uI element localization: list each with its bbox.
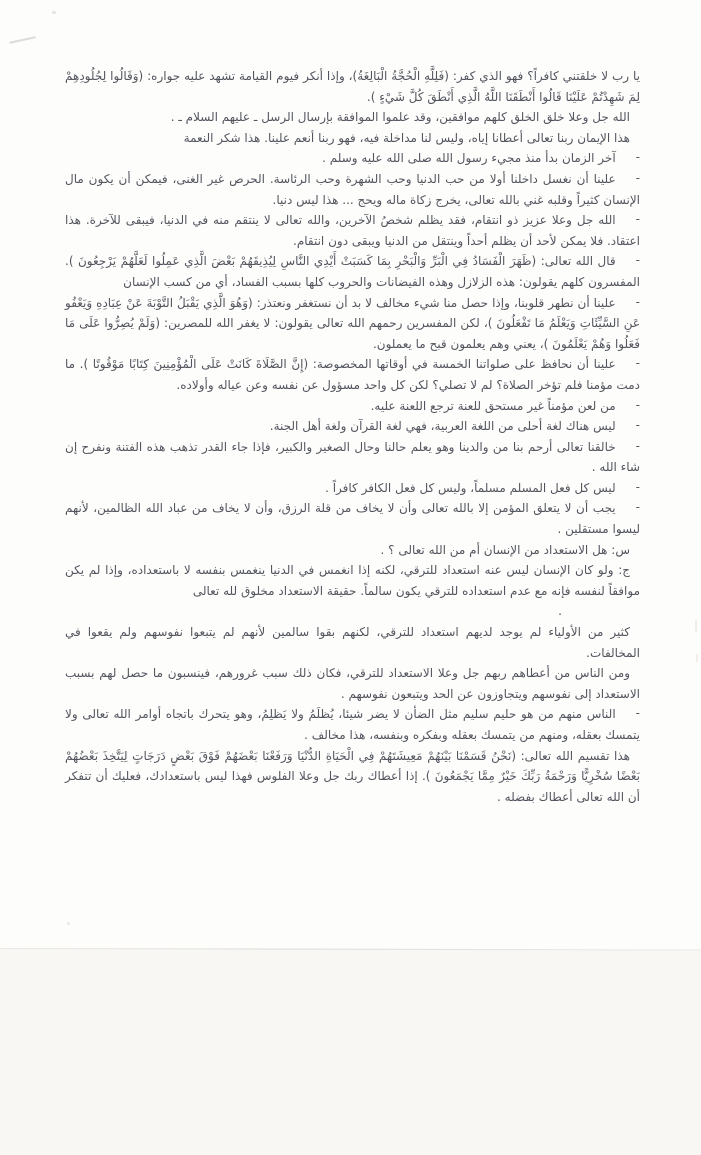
paragraph-text: هذا الإيمان ربنا تعالى أعطانا إياه، وليس لنا مداخلة فيه، فهو ربنا أنعم علينا. هذا شكر النعمة — [183, 130, 630, 145]
bullet-dash-icon: - — [635, 150, 640, 165]
paragraph-text: الناس منهم من هو حليم سليم مثل الضأن لا يضر شيئا، يُظلَمُ ولا يَظلِمُ، وهو يتحرك باتجاه أوامر الله تعالى ولا يتمسك بعقله، ومنهم من يتمسك بعقله وبفكره وبنفسه، هذا مخالف . — [65, 707, 640, 742]
paragraph — [65, 437, 640, 478]
bullet-dash-icon: - — [635, 356, 640, 371]
scan-edge-artifact — [695, 620, 697, 632]
paragraph-text: خالقنا تعالى أرحم بنا من والدينا وهو يعلم حالنا وحال الصغير والكبير، فإذا جاء القدر تذهب هذه الفتنة ونفرح إن شاء الله . — [65, 439, 640, 475]
bullet-dash-icon: - — [635, 170, 640, 185]
paragraph-text: آخر الزمان بدأ منذ مجيء رسول الله صلى الله عليه وسلم . — [322, 151, 616, 166]
paragraph — [65, 396, 640, 417]
bullet-dash-icon: - — [635, 418, 640, 433]
paragraph — [65, 663, 640, 704]
paragraph-text: قال الله تعالى: (ظَهَرَ الْفَسَادُ فِي الْبَرِّ وَالْبَحْرِ بِمَا كَسَبَتْ أَيْدِي النَّاسِ لِيُذِيقَهُمْ بَعْضَ الَّذِي عَمِلُوا لَعَلَّهُمْ يَرْجِعُونَ ). المفسرون كلهم يقولون: هذه الزلازل وهذه الفيضانات والحروب كلها بسبب الفساد، أي من كسب الإنسان — [65, 254, 640, 289]
paragraph-text: علينا أن نغسل داخلنا أولا من حب الدنيا وحب الشهرة وحب الرئاسة. الحرص غير الغنى، فيمكن أن يكون مال الإنسان كثيراً وقلبه غني بالله تعالى، يخرج زكاة ماله ويحج ... هذا ليس دنيا. — [65, 171, 640, 207]
paragraph-text: ليس كل فعل المسلم مسلماً، وليس كل فعل الكافر كافراً . — [325, 480, 616, 495]
paragraph — [65, 746, 640, 808]
paragraph — [65, 540, 640, 561]
paragraph — [65, 251, 640, 292]
paragraph-text: ليس هناك لغة أحلى من اللغة العربية، فهي لغة القرآن ولغة أهل الجنة. — [269, 419, 616, 434]
bullet-dash-icon: - — [635, 212, 640, 227]
paragraph — [65, 622, 640, 663]
paragraph-text: علينا أن نطهر قلوبنا، وإذا حصل منا شيء مخالف لا بد أن نستغفر ونعتذر: (وَهُوَ الَّذِي يَقْبَلُ التَّوْبَةَ عَنْ عِبَادِهِ وَيَعْفُو عَنِ السَّيِّئَاتِ وَيَعْلَمُ مَا تَفْعَلُونَ )، لكن المفسرين رحمهم الله تعالى يقولون: لا يغفر الله للمصرين: (وَلَمْ يُصِرُّوا عَلَى مَا فَعَلُوا وَهُمْ يَعْلَمُونَ )، يعني وهم يعلمون قبح ما يعملون. — [65, 295, 640, 351]
paragraph-text: ومن الناس من أعطاهم ربهم جل وعلا الاستعداد للترقي، فكان ذلك سبب غرورهم، فينسبون ما حصل لهم بسبب الاستعداد إلى نفوسهم ويتجاوزون عن الحد ويتبعون نفوسهم . — [65, 666, 640, 701]
paragraph-text: هذا تقسيم الله تعالى: (نَحْنُ قَسَمْنَا بَيْنَهُمْ مَعِيشَتَهُمْ فِي الْحَيَاةِ الدُّنْيَا وَرَفَعْنَا بَعْضَهُمْ فَوْقَ بَعْضٍ دَرَجَاتٍ لِيَتَّخِذَ بَعْضُهُمْ بَعْضًا سُخْرِيًّا وَرَحْمَةُ رَبِّكَ خَيْرٌ مِمَّا يَجْمَعُونَ ). إذا أعطاك ربك جل وعلا الفلوس فهذا ليس باستعدادك، فعليك أن تتفكر أن الله تعالى أعطاك بفضله . — [65, 748, 640, 804]
bullet-dash-icon: - — [635, 500, 640, 515]
paragraph — [65, 293, 640, 355]
paragraph-text: الله جل وعلا عزيز ذو انتقام، فقد يظلم شخصُ الآخرين، والله تعالى لا ينتقم منه في الدنيا، فيبقى للآخرة. هذا اعتقاد. فلا يمكن لأحد أن يظلم أحداً وينتقل من الدنيا ويبقى دون انتقام. — [65, 213, 640, 248]
bullet-dash-icon: - — [635, 706, 640, 721]
paragraph — [65, 128, 640, 149]
paragraph-text: يا رب لا خلقتني كافراً؟ فهو الذي كفر: (فَلِلَّهِ الْحُجَّةُ الْبَالِغَةُ)، وإذا أنكر فيوم القيامة تشهد عليه جواره: (وَقَالُوا لِجُلُودِهِمْ لِمَ شَهِدْتُمْ عَلَيْنَا قَالُوا أَنْطَقَنَا اللَّهُ الَّذِي أَنْطَقَ كُلَّ شَيْءٍ ). — [65, 69, 640, 104]
bullet-dash-icon: - — [635, 294, 640, 309]
paragraph — [65, 478, 640, 499]
paragraph — [65, 210, 640, 251]
paragraph-text: ج: ولو كان الإنسان ليس عنه استعداد للترقي، لكنه إذا انغمس في الدنيا ينغمس بنفسه لا باستعداده، وإذا لم يكن موافقاً لنفسه فإنه مع عدم استعداده للترقي يكون سالماً. حقيقة الاستعداد مخلوق لله تعالى — [65, 563, 640, 598]
paragraph-text: علينا أن نحافظ على صلواتنا الخمسة في أوقاتها المخصوصة: (إِنَّ الصَّلَاةَ كَانَتْ عَلَى الْمُؤْمِنِينَ كِتَابًا مَوْقُوتًا ). ما دمت مؤمنا فلم تؤخر الصلاة؟ لم لا تصلي؟ لكن كل واحد مسؤول عن نفسه وعن عياله وأولاده. — [65, 357, 640, 392]
paragraph — [65, 354, 640, 395]
paragraph-text: الله جل وعلا خلق الخلق كلهم موافقين، وقد علموا الموافقة بإرسال الرسل ـ عليهم السلام ـ . — [170, 110, 630, 125]
bullet-dash-icon: - — [635, 438, 640, 453]
scan-speck — [67, 922, 70, 925]
bullet-dash-icon: - — [635, 397, 640, 412]
pencil-speck — [52, 11, 56, 14]
paragraph-text: يجب أن لا يتعلق المؤمن إلا بالله تعالى وأن لا يخاف من قلة الرزق، وأن لا يخاف من عباد الله الظالمين، لأنهم ليسوا مستقلين . — [65, 501, 640, 537]
paragraph-text: كثير من الأولياء لم يوجد لديهم استعداد للترقي، لكنهم بقوا سالمين لأنهم لم يتبعوا نفوسهم ولم يقعوا في المخالفات. — [65, 625, 640, 660]
paragraph — [65, 148, 640, 169]
scan-edge-artifact — [696, 654, 698, 662]
paragraph-text: . — [558, 604, 562, 619]
paragraph — [65, 107, 640, 128]
paragraph — [65, 498, 640, 539]
scan-background-below-page — [0, 949, 701, 1155]
bullet-dash-icon: - — [635, 253, 640, 268]
paragraph — [65, 66, 640, 107]
pencil-mark — [9, 36, 36, 44]
paragraph — [65, 601, 640, 622]
bullet-dash-icon: - — [635, 479, 640, 494]
paragraph — [65, 169, 640, 210]
paragraph-text: س: هل الاستعداد من الإنسان أم من الله تعالى ؟ . — [380, 542, 630, 557]
paragraph-text: من لعن مؤمناً غير مستحق للعنة ترجع اللعنة عليه. — [370, 398, 616, 413]
paragraph — [65, 416, 640, 437]
paragraph-list — [65, 66, 640, 807]
paragraph — [65, 704, 640, 745]
paragraph — [65, 560, 640, 601]
